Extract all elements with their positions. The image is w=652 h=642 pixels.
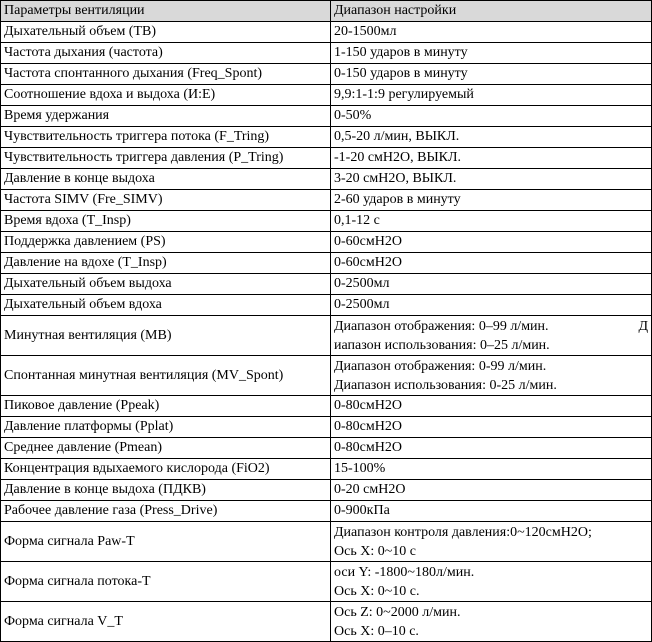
table-row [1,602,652,642]
table-row [1,522,652,562]
range-cell: 0,1-12 с [331,211,652,232]
param-cell: Время удержания [1,106,331,127]
range-cell: 0-20 смН2О [331,480,652,501]
param-cell: Рабочее давление газа (Press_Drive) [1,501,331,522]
table-row [1,64,652,85]
range-cell: 0-80смН2О [331,396,652,417]
range-cell: 3-20 смН2О, ВЫКЛ. [331,169,652,190]
table-row [1,417,652,438]
range-cell: 0-2500мл [331,295,652,316]
param-cell: Давление в конце выдоха [1,169,331,190]
range-cell [331,356,652,396]
table-row [1,396,652,417]
param-cell: Соотношение вдоха и выдоха (И:E) [1,85,331,106]
param-cell: Давление на вдохе (T_Insp) [1,253,331,274]
range-line: оси Y: -1800~180л/мин. [334,564,475,580]
table-row [1,211,652,232]
param-cell: Давление в конце выдоха (ПДКВ) [1,480,331,501]
header-range: Диапазон настройки [331,1,652,22]
table-row [1,127,652,148]
param-cell: Дыхательный объем вдоха [1,295,331,316]
range-cell: 20-1500мл [331,22,652,43]
param-cell: Спонтанная минутная вентиляция (MV_Spont) [1,356,331,396]
table-row [1,295,652,316]
param-cell: Частота дыхания (частота) [1,43,331,64]
range-line: Диапазон контроля давления:0~120смН2О; [334,524,592,540]
range-cell: 0-50% [331,106,652,127]
param-cell: Форма сигнала Paw-T [1,522,331,562]
param-cell: Чувствительность триггера давления (P_Tring) [1,148,331,169]
table-row [1,438,652,459]
range-line: Ось Z: 0~2000 л/мин. [334,604,461,620]
table-row [1,356,652,396]
table-row [1,43,652,64]
param-cell: Минутная вентиляция (МВ) [1,316,331,356]
range-line: иапазон использования: 0–25 л/мин. [334,337,550,353]
range-cell: 9,9:1-1:9 регулируемый [331,85,652,106]
param-cell: Дыхательный объем (ТВ) [1,22,331,43]
range-line: Ось X: 0~10 с. [334,583,420,599]
range-cell [331,522,652,562]
param-cell: Форма сигнала потока-Т [1,562,331,602]
range-line: Диапазон отображения: 0–99 л/мин. Д [334,318,648,334]
table-row [1,106,652,127]
table-row [1,501,652,522]
param-cell: Чувствительность триггера потока (F_Tring) [1,127,331,148]
range-cell: 0,5-20 л/мин, ВЫКЛ. [331,127,652,148]
range-line: Диапазон отображения: 0-99 л/мин. [334,358,547,374]
range-line-tail: Д [638,318,648,334]
table-row [1,480,652,501]
header-param: Параметры вентиляции [1,1,331,22]
table-row [1,190,652,211]
table-row [1,22,652,43]
param-cell: Частота спонтанного дыхания (Freq_Spont) [1,64,331,85]
param-cell: Форма сигнала V_T [1,602,331,642]
table-header-row [1,1,652,22]
param-cell: Частота SIMV (Fre_SIMV) [1,190,331,211]
range-line: Ось X: 0–10 с. [334,623,419,639]
range-cell: 0-80смН2О [331,438,652,459]
range-cell: 0-150 ударов в минуту [331,64,652,85]
range-cell: 0-80смН2О [331,417,652,438]
table-row [1,253,652,274]
param-cell: Пиковое давление (Ppeak) [1,396,331,417]
table-row [1,459,652,480]
range-line: Ось X: 0~10 с [334,543,416,559]
table-row [1,85,652,106]
table-row [1,562,652,602]
range-cell [331,602,652,642]
range-cell: 0-2500мл [331,274,652,295]
range-cell: 1-150 ударов в минуту [331,43,652,64]
range-cell: -1-20 смН2О, ВЫКЛ. [331,148,652,169]
table-row [1,148,652,169]
param-cell: Среднее давление (Pmean) [1,438,331,459]
table-row [1,316,652,356]
param-cell: Поддержка давлением (PS) [1,232,331,253]
param-cell: Дыхательный объем выдоха [1,274,331,295]
range-line: Диапазон использования: 0-25 л/мин. [334,377,557,393]
table-row [1,232,652,253]
range-cell: 15-100% [331,459,652,480]
range-cell: 0-60смН2О [331,232,652,253]
param-cell: Время вдоха (T_Insp) [1,211,331,232]
param-cell: Концентрация вдыхаемого кислорода (FiO2) [1,459,331,480]
range-cell: 0-900кПа [331,501,652,522]
range-cell: 0-60смН2О [331,253,652,274]
range-cell [331,316,652,356]
param-cell: Давление платформы (Pplat) [1,417,331,438]
range-cell: 2-60 ударов в минуту [331,190,652,211]
range-cell [331,562,652,602]
table-row [1,169,652,190]
table-row [1,274,652,295]
